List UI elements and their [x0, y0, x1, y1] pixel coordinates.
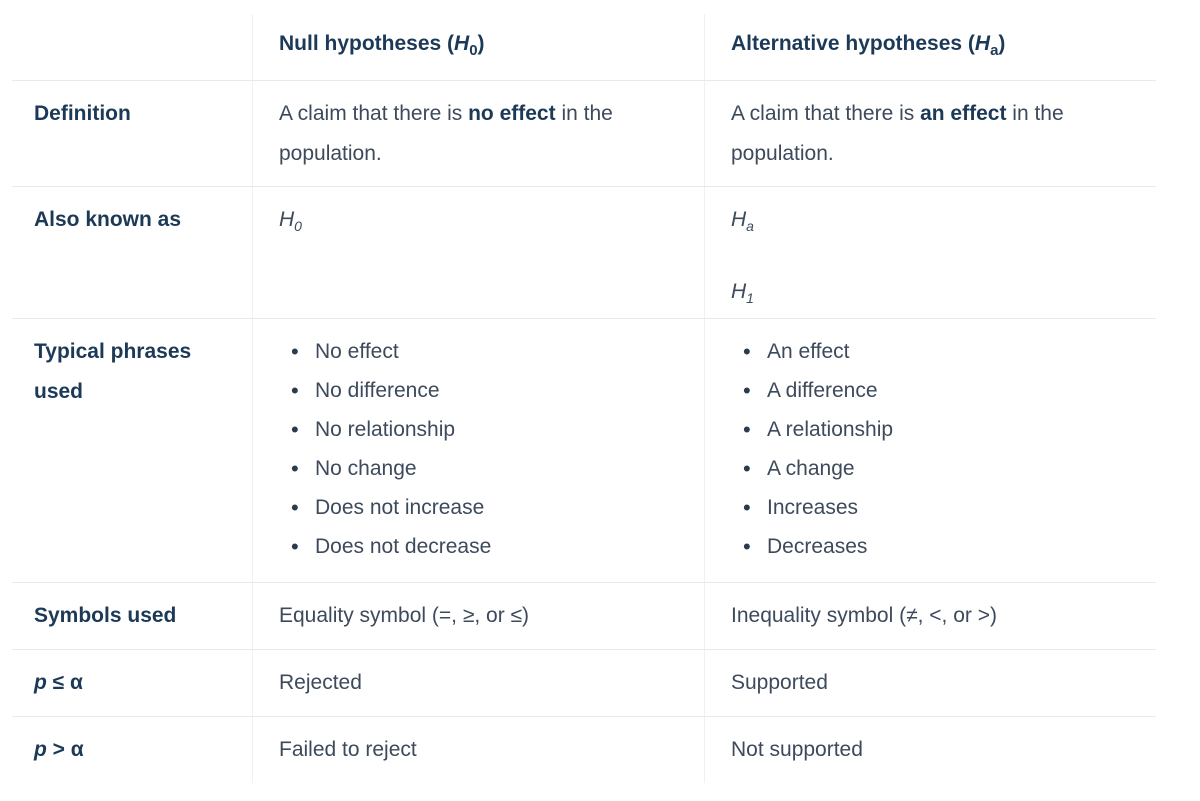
- row-label-p-gt-alpha: p > α: [34, 738, 84, 761]
- phrases-alternative: [704, 319, 1156, 582]
- also-known-row: [12, 187, 1156, 319]
- row-label-symbols: Symbols used: [34, 604, 177, 627]
- symbols-row: [12, 583, 1156, 650]
- header-null: Null hypotheses $(H_0)$: [252, 14, 704, 80]
- alt-phrases-list: [731, 332, 1134, 566]
- p-gt-alpha-null: Failed to reject: [252, 717, 704, 783]
- definition-null: A claim that there is no effect in the population.: [252, 81, 704, 186]
- list-item: • Does not increase: [315, 488, 682, 527]
- hypotheses-table: [12, 14, 1156, 783]
- list-item: • No difference: [315, 371, 682, 410]
- also-known-null: $H_0$: [252, 187, 704, 318]
- also-known-alternative: [704, 187, 1156, 318]
- header-row: [12, 14, 1156, 81]
- alt-name-ha: $H_a$: [731, 208, 754, 234]
- null-phrases-list: [279, 332, 682, 566]
- p-le-alpha-null: Rejected: [252, 650, 704, 716]
- list-item: • Does not decrease: [315, 527, 682, 566]
- row-label-definition: Definition: [34, 102, 131, 125]
- list-item: • No effect: [315, 332, 682, 371]
- list-item: • Increases: [767, 488, 1134, 527]
- list-item: • Decreases: [767, 527, 1134, 566]
- p-le-alpha-alternative: Supported: [704, 650, 1156, 716]
- row-label-phrases: Typical phrases used: [34, 340, 192, 403]
- definition-alternative: A claim that there is an effect in the population.: [704, 81, 1156, 186]
- row-label-also-known: Also known as: [34, 208, 182, 231]
- p-gt-alpha-alternative: Not supported: [704, 717, 1156, 783]
- symbols-alternative: Inequality symbol (≠, <, or >): [704, 583, 1156, 649]
- symbols-null: Equality symbol (=, ≥, or ≤): [252, 583, 704, 649]
- list-item: • An effect: [767, 332, 1134, 371]
- list-item: • No relationship: [315, 410, 682, 449]
- list-item: • No change: [315, 449, 682, 488]
- header-alternative: Alternative hypotheses $(H_a)$: [704, 14, 1156, 80]
- p-gt-alpha-row: [12, 717, 1156, 783]
- p-le-alpha-row: [12, 650, 1156, 717]
- list-item: • A difference: [767, 371, 1134, 410]
- phrases-null: [252, 319, 704, 582]
- phrases-row: [12, 319, 1156, 583]
- list-item: • A relationship: [767, 410, 1134, 449]
- alt-name-h1: $H_1$: [731, 280, 754, 306]
- list-item: • A change: [767, 449, 1134, 488]
- definition-row: [12, 81, 1156, 187]
- row-label-p-le-alpha: p ≤ α: [34, 671, 83, 694]
